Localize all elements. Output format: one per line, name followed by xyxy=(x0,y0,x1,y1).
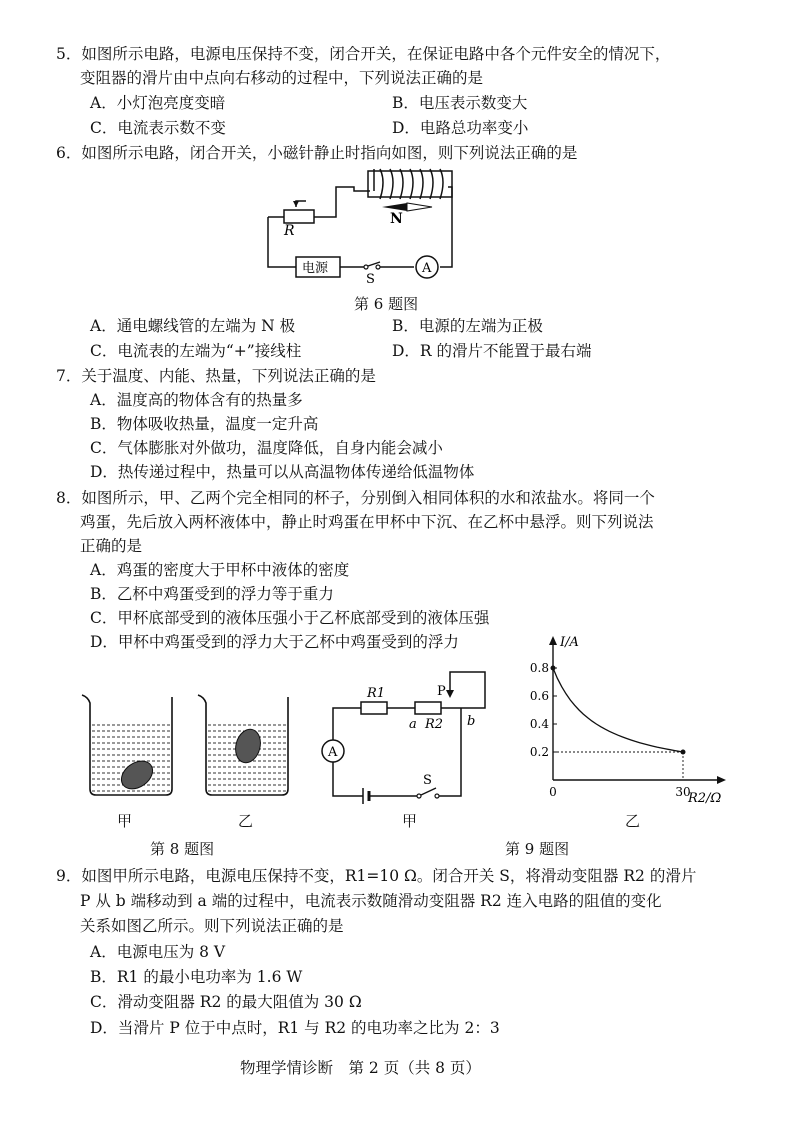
q7-option-a: A．温度高的物体含有的热量多 xyxy=(90,391,303,409)
q9-stem-line1: 9．如图甲所示电路，电源电压保持不变，R1=10 Ω。闭合开关 S，将滑动变阻器 R2 的滑片 xyxy=(56,867,697,885)
q6-caption: 第 6 题图 xyxy=(354,295,419,313)
q9-graph-curve xyxy=(553,668,683,752)
q9-option-c: C．滑动变阻器 R2 的最大阻值为 30 Ω xyxy=(90,993,362,1011)
q9-graph-ytick: 0.4 xyxy=(529,717,549,731)
q6-circuit-figure xyxy=(262,165,462,285)
q6-label-power: 电源 xyxy=(302,261,329,276)
q9-stem-line2: P 从 b 端移动到 a 端的过程中，电流表示数随滑动变阻器 R2 连入电路的阻值的变化 xyxy=(80,892,662,910)
q8-stem-line1: 8．如图所示，甲、乙两个完全相同的杯子，分别倒入相同体积的水和浓盐水。将同一个 xyxy=(56,489,655,507)
q6-stem: 6．如图所示电路，闭合开关，小磁针静止时指向如图，则下列说法正确的是 xyxy=(56,144,578,162)
q9-graph-ytick: 0.8 xyxy=(529,661,549,675)
q6-label-s: S xyxy=(366,272,375,287)
q9-option-a: A．电源电压为 8 V xyxy=(90,943,226,961)
q9-option-d: D．当滑片 P 位于中点时，R1 与 R2 的电功率之比为 2：3 xyxy=(90,1019,500,1037)
q5-option-a: A．小灯泡亮度变暗 xyxy=(90,94,226,112)
q9-ammeter-label: A xyxy=(328,745,338,760)
q6-ammeter-label: A xyxy=(422,261,432,276)
q9-label-a: a xyxy=(409,717,417,732)
q9-graph-xlabel: R2/Ω xyxy=(688,791,722,806)
q5-option-d: D．电路总功率变小 xyxy=(392,119,529,137)
q8-label-yi: 乙 xyxy=(238,812,254,830)
q7-option-b: B．物体吸收热量，温度一定升高 xyxy=(90,415,319,433)
beaker-jia xyxy=(80,693,180,797)
page-footer: 物理学情诊断 第 2 页（共 8 页） xyxy=(240,1059,481,1077)
q5-stem-line1: 5．如图所示电路，电源电压保持不变，闭合开关，在保证电路中各个元件安全的情况下， xyxy=(56,45,671,63)
q6-option-a: A．通电螺线管的左端为 N 极 xyxy=(90,317,296,335)
q5-stem-line2: 变阻器的滑片由中点向右移动的过程中，下列说法正确的是 xyxy=(80,69,484,87)
q8-stem-line3: 正确的是 xyxy=(80,537,143,555)
q9-graph-ylabel: I/A xyxy=(560,635,579,650)
slider-p-arrow-icon xyxy=(446,690,454,698)
q8-label-jia: 甲 xyxy=(117,812,133,830)
q9-label-b: b xyxy=(467,714,476,729)
q6-option-c: C．电流表的左端为“+”接线柱 xyxy=(90,342,302,360)
q5-option-b: B．电压表示数变大 xyxy=(392,94,528,112)
q9-point-end xyxy=(681,750,686,755)
q8-option-d: D．甲杯中鸡蛋受到的浮力大于乙杯中鸡蛋受到的浮力 xyxy=(90,633,459,651)
q9-stem-line3: 关系如图乙所示。则下列说法正确的是 xyxy=(80,917,344,935)
q9-label-r2: R2 xyxy=(425,717,444,732)
q7-option-d: D．热传递过程中，热量可以从高温物体传递给低温物体 xyxy=(90,463,475,481)
q7-option-c: C．气体膨胀对外做功，温度降低，自身内能会减小 xyxy=(90,439,443,457)
q9-label-jia: 甲 xyxy=(402,812,418,830)
q9-graph-xtick: 30 xyxy=(675,785,691,799)
q8-option-c: C．甲杯底部受到的液体压强小于乙杯底部受到的液体压强 xyxy=(90,609,490,627)
slider-arrow-icon xyxy=(293,201,299,207)
q6-option-d: D．R 的滑片不能置于最右端 xyxy=(392,342,592,360)
q8-caption: 第 8 题图 xyxy=(150,840,215,858)
q6-option-b: B．电源的左端为正极 xyxy=(392,317,543,335)
beaker-yi xyxy=(196,693,296,797)
q8-option-b: B．乙杯中鸡蛋受到的浮力等于重力 xyxy=(90,585,334,603)
q8-stem-line2: 鸡蛋，先后放入两杯液体中，静止时鸡蛋在甲杯中下沉、在乙杯中悬浮。则下列说法 xyxy=(80,513,654,531)
q9-label-yi: 乙 xyxy=(625,812,641,830)
egg-suspended-icon xyxy=(232,726,264,765)
q9-circuit-figure xyxy=(315,668,495,808)
q9-label-s: S xyxy=(423,773,432,788)
q9-graph-ytick: 0.2 xyxy=(529,745,549,759)
compass-needle-n-icon xyxy=(382,203,407,211)
q6-label-n: N xyxy=(390,211,403,227)
q9-graph-ytick: 0.6 xyxy=(529,689,549,703)
q9-label-r1: R1 xyxy=(367,686,386,701)
q9-option-b: B．R1 的最小电功率为 1.6 W xyxy=(90,968,303,986)
q5-option-c: C．电流表示数不变 xyxy=(90,119,226,137)
q9-label-p: P xyxy=(437,684,446,699)
q9-point-start xyxy=(551,666,556,671)
q9-graph-xtick: 0 xyxy=(549,785,557,799)
q9-graph xyxy=(520,632,730,812)
q8-option-a: A．鸡蛋的密度大于甲杯中液体的密度 xyxy=(90,561,350,579)
q7-stem: 7．关于温度、内能、热量，下列说法正确的是 xyxy=(56,367,376,385)
q6-label-r: R xyxy=(284,223,295,239)
q9-caption: 第 9 题图 xyxy=(505,840,570,858)
